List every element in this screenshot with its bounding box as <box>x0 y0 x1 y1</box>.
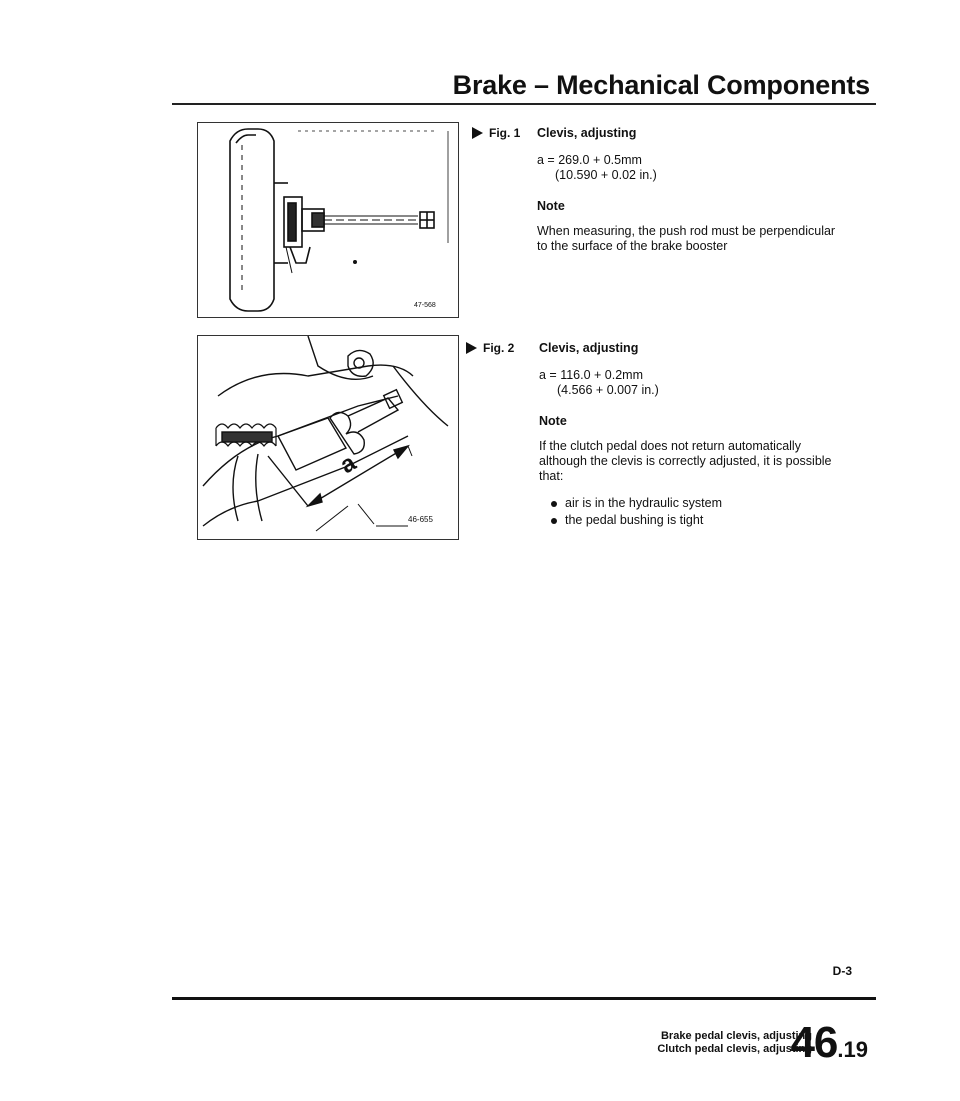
figure-2-note-text: If the clutch pedal does not return automatically although the clevis is correctly adjusted, it is possible that: <box>539 439 832 483</box>
footer-topic: Clutch pedal clevis, adjusting <box>657 1043 812 1055</box>
figure-1-illustration <box>197 122 459 318</box>
page-code: D-3 <box>832 964 852 978</box>
figure-2-heading: Clevis, adjusting <box>539 341 639 355</box>
bullet-dot-icon <box>551 501 557 507</box>
bullet-dot-icon <box>551 518 557 524</box>
figure-2-spec: a = 116.0 + 0.2mm <box>539 368 643 382</box>
page-title: Brake – Mechanical Components <box>452 70 870 100</box>
figure-1-ref-label: Fig. 1 <box>489 126 521 140</box>
figure-2-ref-label: Fig. 2 <box>483 341 515 355</box>
brake-booster-drawing <box>198 123 458 317</box>
arrow-right-icon <box>472 127 483 139</box>
arrow-right-icon <box>466 342 477 354</box>
figure-1-note-heading: Note <box>537 199 565 213</box>
figure-1-text <box>537 126 847 254</box>
footer-topic: Brake pedal clevis, adjusting <box>660 1030 812 1042</box>
figure-2-note-heading: Note <box>539 414 567 428</box>
figure-2-ref <box>466 341 514 355</box>
clutch-cylinder-drawing <box>198 336 458 539</box>
figure-1-code: 47-568 <box>414 302 436 309</box>
figure-1-spec: a = 269.0 + 0.5mm <box>537 153 642 167</box>
section-major: 46 <box>790 1018 838 1067</box>
header-rule <box>172 103 876 105</box>
list-item <box>551 513 849 528</box>
figure-1-ref <box>472 126 520 140</box>
figure-1-note-text: When measuring, the push rod must be perpendicular to the surface of the brake booster <box>537 224 836 253</box>
footer-topics <box>657 1030 812 1056</box>
bullet-text: air is in the hydraulic system <box>565 496 723 510</box>
dimension-a-label: a <box>335 449 361 480</box>
bullet-text: the pedal bushing is tight <box>565 513 704 527</box>
figure-2-code: 46-655 <box>408 515 433 524</box>
figure-2-text <box>539 341 849 530</box>
figure-2-bullet-list <box>551 496 849 528</box>
figure-1-heading: Clevis, adjusting <box>537 126 637 140</box>
footer-rule <box>172 997 876 1000</box>
figure-2-spec-imperial: (4.566 + 0.007 in.) <box>557 383 659 397</box>
section-number <box>790 1018 868 1068</box>
figure-2-illustration <box>197 335 459 540</box>
list-item <box>551 496 849 511</box>
section-minor: .19 <box>837 1037 868 1062</box>
figure-1-spec-imperial: (10.590 + 0.02 in.) <box>555 168 657 182</box>
